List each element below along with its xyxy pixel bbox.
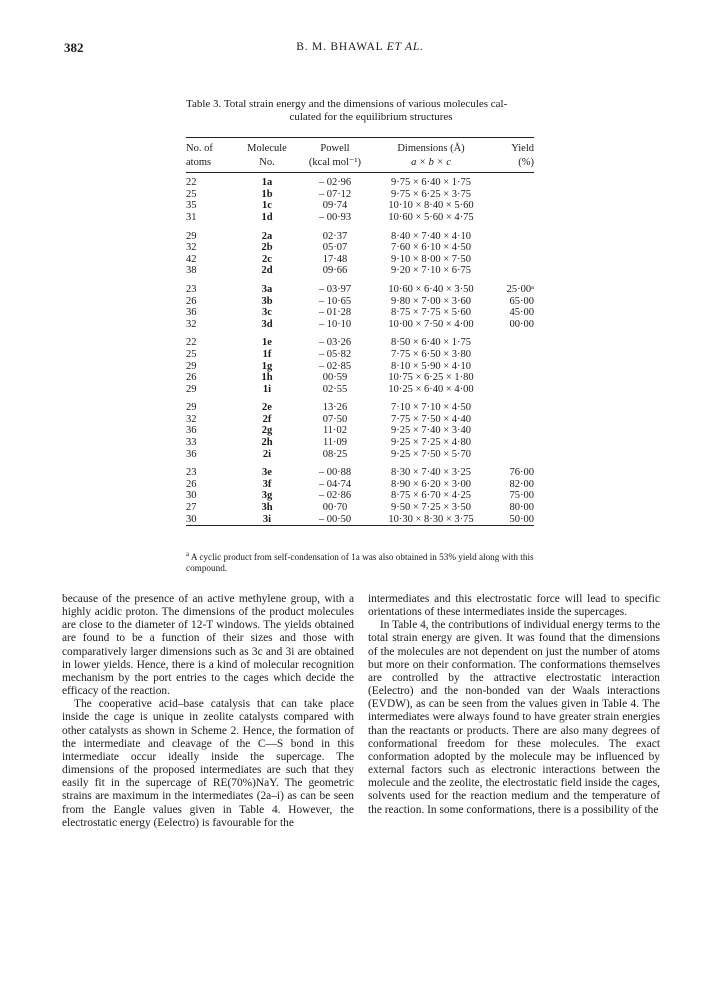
body-column-right [368, 593, 660, 817]
cell-atoms: 38 [186, 265, 197, 277]
cell-powell: 17·48 [322, 253, 348, 265]
cell-mol: 3e [262, 467, 272, 479]
cell-mol: 3i [262, 513, 272, 525]
group-spacer [186, 277, 534, 284]
cell-yield: 80·00 [509, 502, 534, 514]
cell-dim: 10·00 × 7·50 × 4·00 [388, 318, 474, 330]
table-row [186, 402, 534, 414]
cell-atoms: 25 [186, 188, 197, 200]
cell-mol: 1c [262, 200, 272, 212]
group-spacer-cell [186, 277, 534, 284]
cell-atoms: 26 [186, 372, 197, 384]
cell-dim: 8·40 × 7·40 × 4·10 [390, 230, 472, 242]
group-spacer-cell [186, 330, 534, 337]
cell-yield [490, 189, 534, 201]
cell-mol: 3h [261, 502, 273, 514]
cell-yield [490, 449, 534, 461]
running-head-authors: B. M. BHAWAL [296, 41, 384, 53]
paragraph: because of the presence of an active methylene group, with a highly acidic proton. The dimensions of the product molecules are close to the diameter of 12-T windows. The yields obtained are found to be a function of their sizes and those with comparatively larger dimensions such as 3c and 3i are obtained in lower yields. Hence, there is a kind of molecular recognition mechanism by the port entries to the cages which decide the efficacy of the reaction. [62, 593, 354, 698]
cell-powell: 11·02 [322, 425, 348, 437]
cell-atoms: 25 [186, 348, 197, 360]
cell-dim: 8·10 × 5·90 × 4·10 [390, 360, 472, 372]
cell-mol: 1f [262, 348, 272, 360]
cell-atoms: 29 [186, 402, 197, 414]
cell-dim: 9·20 × 7·10 × 6·75 [390, 265, 472, 277]
cell-yield [490, 173, 534, 189]
cell-dim: 9·25 × 7·50 × 5·70 [390, 448, 472, 460]
cell-dim: 9·10 × 8·00 × 7·50 [390, 253, 472, 265]
table-row [186, 479, 534, 491]
cell-dim: 8·75 × 6·70 × 4·25 [390, 490, 472, 502]
table-row [186, 231, 534, 243]
group-spacer-cell [186, 224, 534, 231]
cell-dim: 9·25 × 7·40 × 3·40 [390, 425, 472, 437]
cell-powell: 07·50 [322, 413, 348, 425]
cell-powell: – 03·26 [318, 337, 352, 349]
paragraph: In Table 4, the contributions of individual energy terms to the total strain energy are given. It was found that the dimensions of the molecules are not dependent on just the number of atoms but more on their conformation. The conformations themselves are controlled by the attractive electrostatic interaction (Eelectro) and the non-bonded van der Waals interactions (EVDW), as can be seen from the values given in Table 4. The intermediates were always found to have greater strain energies than the reactants or products. There are also many degrees of conformational freedom for these molecules. The exact conformation adopted by the molecule may be influenced by external factors such as electronic interactions between the molecule and the zeolite, the electrostatic field inside the cages, solvents used for the reaction medium and the temperature of the reaction. In some conformations, there is a possibility of the [368, 619, 661, 816]
cell-dim: 10·25 × 6·40 × 4·00 [388, 383, 474, 395]
cell-atoms: 32 [186, 318, 197, 330]
cell-mol: 2d [261, 265, 273, 277]
cell-mol: 3a [261, 283, 273, 295]
cell-dim: 10·60 × 6·40 × 3·50 [388, 283, 474, 295]
cell-mol: 3d [261, 318, 273, 330]
column-header: Dimensions (Å) [397, 143, 465, 154]
running-head-etal: ET AL. [386, 41, 424, 53]
column-header: Molecule [247, 143, 287, 154]
table-row [186, 514, 534, 526]
paragraph: The cooperative acid–base catalysis that can take place inside the cage is unique in zeolite catalysts compared with other catalysts as shown in Scheme 2. Hence, the formation of the intermediate and cleavage of the C—S bond in this intermediate occur ideally inside the supercage. The dimensions of the proposed intermediates are such that they easily fit in the supercage of RE(70%)NaY. The geometric strains are maximum in the intermediates (2a–i) as can be seen from the Eangle values given in Table 4. However, the electrostatic energy (Eelectro) is favourable for the [62, 698, 354, 829]
cell-yield [490, 372, 534, 384]
table-caption [186, 98, 556, 124]
table-row [186, 284, 534, 296]
cell-atoms: 36 [186, 307, 197, 319]
table-row [186, 361, 534, 373]
cell-mol: 3f [262, 478, 272, 490]
column-subheader [372, 155, 490, 173]
cell-powell: – 02·96 [318, 177, 352, 189]
cell-yield: 50·00 [509, 513, 534, 525]
cell-yield: 75·00 [509, 490, 534, 502]
table-row [186, 200, 534, 212]
cell-atoms: 22 [186, 337, 197, 349]
table-row [186, 349, 534, 361]
cell-yield [490, 425, 534, 437]
cell-mol: 2g [261, 425, 273, 437]
cell-mol: 1g [261, 360, 273, 372]
cell-powell: 09·66 [322, 265, 348, 277]
table-row [186, 307, 534, 319]
cell-powell: 11·09 [322, 437, 348, 449]
cell-atoms: 32 [186, 413, 197, 425]
cell-powell: – 02·85 [318, 360, 352, 372]
cell-atoms: 33 [186, 437, 197, 449]
cell-dim: 8·50 × 6·40 × 1·75 [390, 337, 472, 349]
table-bottom-rule [186, 526, 534, 529]
cell-yield [490, 265, 534, 277]
group-spacer [186, 224, 534, 231]
cell-mol: 3g [261, 490, 273, 502]
cell-mol: 2h [261, 437, 273, 449]
table-row [186, 189, 534, 201]
dimension-formula: a × b × c [411, 156, 451, 168]
table-row [186, 490, 534, 502]
cell-atoms: 29 [186, 230, 197, 242]
cell-yield [490, 384, 534, 396]
cell-atoms: 27 [186, 502, 197, 514]
cell-yield [490, 337, 534, 349]
cell-atoms: 42 [186, 253, 197, 265]
table-footnote [186, 549, 546, 574]
cell-dim: 8·30 × 7·40 × 3·25 [390, 467, 472, 479]
cell-atoms: 36 [186, 448, 197, 460]
table-row [186, 319, 534, 331]
table-row [186, 502, 534, 514]
cell-dim: 9·75 × 6·25 × 3·75 [390, 188, 472, 200]
table-caption-continuation: culated for the equilibrium structures [289, 111, 453, 123]
cell-mol: 3c [262, 307, 272, 319]
cell-mol: 2b [261, 242, 273, 254]
cell-atoms: 23 [186, 467, 197, 479]
cell-powell: 09·74 [322, 200, 348, 212]
cell-atoms: 30 [186, 513, 197, 525]
cell-yield [490, 212, 534, 224]
cell-powell: – 10·65 [318, 295, 352, 307]
column-header: No. of [186, 143, 213, 154]
column-subheader: (%) [490, 155, 534, 173]
paragraph: intermediates and this electrostatic force will lead to specific orientations of these intermediates inside the supercages. [368, 593, 660, 619]
table-row [186, 384, 534, 396]
cell-powell: 02·37 [322, 230, 348, 242]
cell-dim: 7·75 × 7·50 × 4·40 [390, 413, 472, 425]
cell-dim: 10·10 × 8·40 × 5·60 [388, 200, 474, 212]
column-header: Powell [320, 143, 350, 154]
cell-atoms: 31 [186, 211, 197, 223]
cell-powell: – 03·97 [318, 283, 352, 295]
cell-yield [490, 437, 534, 449]
cell-yield [490, 200, 534, 212]
body-column-left [62, 593, 354, 830]
group-spacer [186, 460, 534, 467]
group-spacer [186, 395, 534, 402]
cell-yield [490, 242, 534, 254]
column-subheader: atoms [186, 155, 236, 173]
group-spacer-cell [186, 460, 534, 467]
cell-powell: 13·26 [322, 402, 348, 414]
table-row [186, 372, 534, 384]
cell-atoms: 23 [186, 283, 197, 295]
footnote-text: A cyclic product from self-condensation of 1a was also obtained in 53% yield along with this compound. [186, 552, 534, 574]
cell-yield: 82·00 [509, 478, 534, 490]
cell-powell: – 04·74 [318, 478, 352, 490]
cell-atoms: 35 [186, 200, 197, 212]
cell-yield [490, 254, 534, 266]
cell-dim: 7·60 × 6·10 × 4·50 [390, 242, 472, 254]
cell-atoms: 22 [186, 177, 197, 189]
cell-powell: – 00·50 [318, 513, 352, 525]
cell-mol: 1h [261, 372, 273, 384]
cell-atoms: 29 [186, 360, 197, 372]
cell-atoms: 36 [186, 425, 197, 437]
cell-yield: 65·00 [509, 295, 534, 307]
group-spacer-cell [186, 395, 534, 402]
cell-mol: 2f [262, 413, 272, 425]
cell-mol: 1a [261, 177, 273, 189]
cell-powell: – 00·88 [318, 467, 352, 479]
running-head [0, 41, 720, 53]
cell-powell: 08·25 [322, 448, 348, 460]
cell-yield [490, 231, 534, 243]
table-row [186, 242, 534, 254]
cell-dim: 7·10 × 7·10 × 4·50 [390, 402, 472, 414]
table-body [186, 173, 534, 526]
table-row [186, 337, 534, 349]
column-subheader: No. [236, 155, 298, 173]
cell-mol: 1d [261, 211, 273, 223]
cell-powell: – 10·10 [318, 318, 352, 330]
cell-yield [490, 402, 534, 414]
group-spacer [186, 330, 534, 337]
table-row [186, 265, 534, 277]
cell-powell: 02·55 [322, 383, 348, 395]
column-subheader: (kcal mol⁻¹) [298, 155, 372, 173]
table-row [186, 296, 534, 308]
cell-dim: 10·30 × 8·30 × 3·75 [388, 513, 474, 525]
cell-powell: 00·59 [322, 372, 348, 384]
cell-yield: 25·00ᵃ [506, 283, 534, 295]
cell-mol: 2a [261, 230, 273, 242]
cell-dim: 7·75 × 6·50 × 3·80 [390, 348, 472, 360]
cell-powell: – 02·86 [318, 490, 352, 502]
cell-yield: 45·00 [509, 307, 534, 319]
cell-dim: 9·75 × 6·40 × 1·75 [390, 177, 472, 189]
table-row [186, 173, 534, 189]
cell-atoms: 30 [186, 490, 197, 502]
cell-yield [490, 361, 534, 373]
cell-powell: – 07·12 [318, 188, 352, 200]
cell-powell: 00·70 [322, 502, 348, 514]
cell-powell: – 05·82 [318, 348, 352, 360]
strain-energy-table [186, 137, 534, 528]
table-row [186, 467, 534, 479]
table-caption-text: Total strain energy and the dimensions of various molecules cal- [223, 98, 508, 110]
cell-yield: 00·00 [509, 318, 534, 330]
cell-powell: 05·07 [322, 242, 348, 254]
cell-yield: 76·00 [509, 467, 534, 479]
cell-powell: – 00·93 [318, 211, 352, 223]
cell-mol: 2c [262, 253, 272, 265]
cell-dim: 8·90 × 6·20 × 3·00 [390, 478, 472, 490]
cell-yield [490, 349, 534, 361]
cell-mol: 2i [262, 448, 272, 460]
page-number: 382 [64, 40, 84, 55]
cell-dim: 9·25 × 7·25 × 4·80 [390, 437, 472, 449]
table-row [186, 437, 534, 449]
cell-powell: – 01·28 [318, 307, 352, 319]
table-row [186, 254, 534, 266]
table-row [186, 212, 534, 224]
table-row [186, 425, 534, 437]
cell-mol: 1i [262, 383, 272, 395]
footnote-mark: a [186, 550, 190, 558]
cell-dim: 9·50 × 7·25 × 3·50 [390, 502, 472, 514]
cell-atoms: 32 [186, 242, 197, 254]
cell-atoms: 26 [186, 295, 197, 307]
cell-mol: 2e [262, 402, 272, 414]
cell-yield [490, 414, 534, 426]
table-caption-label: Table 3. [186, 98, 222, 110]
cell-mol: 1e [262, 337, 272, 349]
table-row [186, 449, 534, 461]
cell-atoms: 26 [186, 478, 197, 490]
table-row [186, 414, 534, 426]
cell-dim: 10·60 × 5·60 × 4·75 [388, 211, 474, 223]
cell-dim: 8·75 × 7·75 × 5·60 [390, 307, 472, 319]
cell-dim: 9·80 × 7·00 × 3·60 [390, 295, 472, 307]
cell-mol: 1b [261, 188, 273, 200]
cell-dim: 10·75 × 6·25 × 1·80 [388, 372, 474, 384]
column-header: Yield [511, 143, 534, 154]
cell-atoms: 29 [186, 383, 197, 395]
cell-mol: 3b [261, 295, 273, 307]
